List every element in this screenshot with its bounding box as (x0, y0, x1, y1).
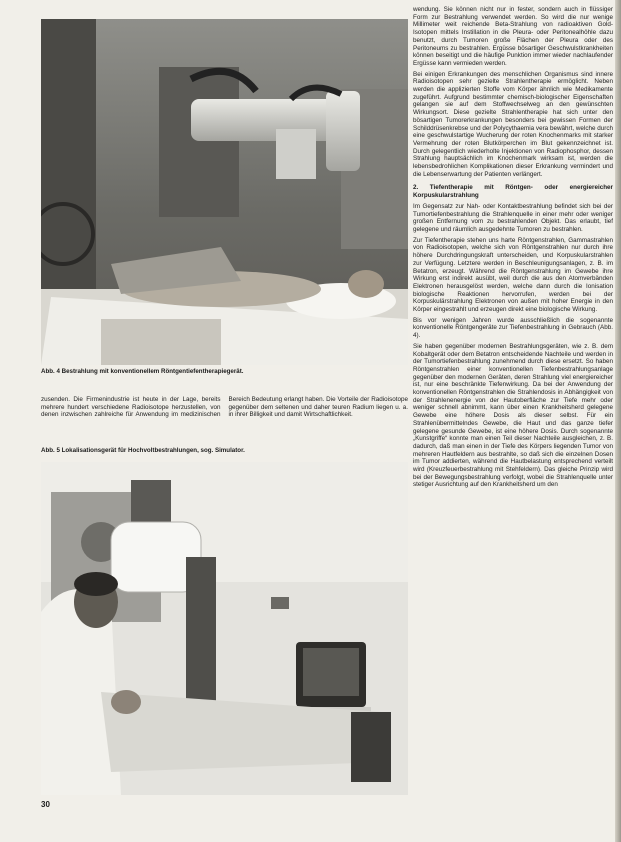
simulator-photo-image (41, 462, 408, 795)
paragraph: Bei einigen Erkrankungen des menschlichen Organismus sind innere Radioisotopen sehr gezielte Strahlentherapie ermöglicht. Neben werden die applizierten Stoffe vom Körper ähnlich wie Medikamente zugeführt. Aufgrund bestimmter chemisch-biologischer Eigenschaften gelangen sie auf dem Stoffwechselweg an den gewünschten Wirkungsort. Diese gezielte Strahlentherapie hat sich unter den bösartigen Tumorerkrankungen besonders bei gewissen Formen der Schilddrüsenkrebse und der Polycythaemia vera bewährt, welche durch eine geschwulstartige Wucherung der roten Knochenmarks mit starker Vermehrung der roten Blutkörperchen im Blut gekennzeichnet ist. Durch gelegentlich wiederholte Injektionen von Radiophosphor, dessen Strahlung hauptsächlich im Knochenmark wirksam ist, werden die lebensbedrohlichen Komplikationen dieser Erkrankung vermindert und die Lebenserwartung der Patienten verlängert. (413, 70, 613, 178)
paragraph: Zur Tiefentherapie stehen uns harte Röntgenstrahlen, Gammastrahlen von Radioisotopen, welche sich von Röntgenstrahlen nur durch ihre höhere Durchdringungskraft unterscheiden, und Korpuskularstrahlen zur Verfügung. Letztere werden in Beschleunigungsanlagen, z. B. im Betatron, erzeugt. Während die Röntgenstrahlung im Gewebe ihre Wirkung erst indirekt ausübt, weil durch die aus den Atomverbänden Elektronen herausgelöst werden, welche dann durch die Ionisation biologische Reaktionen hervorrufen, werden bei der Korpuskulärstrahlung Elektronen von außen mit hoher Energie in den Körper eingestrahlt und erzeugen direkt eine biologische Wirkung. (413, 236, 613, 314)
paragraph: Bis vor wenigen Jahren wurde ausschließlich die sogenannte konventionelle Röntgengeräte zur Tiefenbestrahlung in Gebrauch (Abb. 4). (413, 316, 613, 340)
page-number: 30 (41, 800, 50, 809)
right-column-text (413, 6, 613, 796)
paragraph: wendung. Sie können nicht nur in fester, sondern auch in flüssiger Form zur Bestrahlung verwendet werden. So wird die nur wenige Millimeter weit reichende Beta-Strahlung von radioaktiven Gold-Isotopen mittels Instillation in die Pleura- oder Peritonealhöhle dazu benutzt, durch Tumoren große Flächen der Pleura oder des Peritoneums zu bestrahlen. Ergüsse bösartiger Geschwulstkrankheiten können beseitigt und die häufige Punktion immer wieder nachlaufender Ergüsse kann vermieden werden. (413, 6, 613, 67)
paragraph: Im Gegensatz zur Nah- oder Kontaktbestrahlung befindet sich bei der Tumortiefenbestrahlung die Strahlenquelle in einer mehr oder weniger großen Entfernung vom zu bestrahlenden Objekt. Das erlaubt, tief gelegene und räumlich ausgedehnte Tumoren zu bestrahlen. (413, 202, 613, 233)
continuation-paragraph: zusenden. Die Firmenindustrie ist heute in der Lage, bereits mehrere hundert verschiedene Radioisotope herzustellen, von denen inzwischen zahlreiche für Anwendung im medizinischen Bereich Bedeutung erlangt haben. Die Vorteile der Radioisotope gegenüber dem seltenen und daher teuren Radium liegen u. a. in ihrer Billigkeit und damit Wirtschaftlichkeit. (41, 396, 408, 419)
figure-5-caption: Abb. 5 Lokalisationsgerät für Hochvoltbestrahlungen, sog. Simulator. (41, 447, 245, 454)
figure-5-photo (41, 462, 408, 795)
figure-4-photo (41, 19, 408, 365)
radiotherapy-photo-image (41, 19, 408, 365)
section-heading: 2. Tiefentherapie mit Röntgen- oder energiereicher Korpuskularstrahlung (413, 184, 613, 200)
left-continuation-text (41, 396, 408, 429)
paragraph: Sie haben gegenüber modernen Bestrahlungsgeräten, wie z. B. dem Kobaltgerät oder dem Betatron entscheidende Nachteile und werden in der Tumortiefenbestrahlung zunehmend durch diese ersetzt. So haben Röntgenstrahlen einer konventionellen Tiefenbestrahlungsanlage gegenüber den modernen Geräten, deren Strahlung viel energiereicher ist, nur eine beschränkte Tiefenwirkung. Da bei der Anwendung der konventionellen Röntgenstrahlen die Strahlendosis in Abhängigkeit von der Strahlenenergie von der Hautoberfläche zur Tiefe mehr oder weniger schnell abnimmt, kann über einen Krankheitsherd gelegene Gewebe eine höhere Dosis als dieser selbst. Für ein Strahlenübermittelndes Gewebe, die Haut und das ganze tiefer gelegene gesunde Gewebe, ist eine höhere Dosis. Durch sogenannte „Kunstgriffe“ konnte man einen Teil dieser Nachteile ausgleichen, z. B. dadurch, daß man einen in der Tiefe des Körpers liegenden Tumor von mehreren Hautfeldern aus bestrahlte, so daß sich die einzelnen Dosen im Tumor addierten, während die Hautbelastung entsprechend verteilt wird (Kreuzfeuerbestrahlung mit Stehfeldern). Das gleiche Prinzip wird bei der Bewegungsbestrahlung verfolgt, wobei die Strahlenquelle unter stetiger Ausrichtung auf den Krankheitsherd um den (413, 342, 613, 489)
page-edge (615, 0, 621, 842)
figure-4-caption: Abb. 4 Bestrahlung mit konventionellem Röntgentiefentherapiegerät. (41, 368, 244, 375)
